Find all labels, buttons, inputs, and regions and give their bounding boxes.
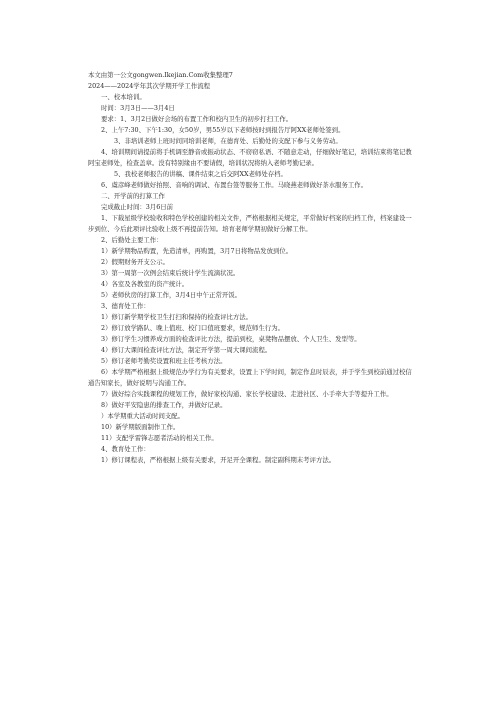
body-line: 完成截止时间：3月6日前	[101, 203, 174, 211]
body-line: 2、上午7:30、下午1:30，女50岁，男55岁以下老师按时到报告厅阿XX老师处签到。	[101, 126, 345, 134]
body-line: 3）第一周第一次例会结束后统计学生流滴状况。	[101, 269, 240, 277]
body-line: 2、后勤处主要工作：	[101, 236, 163, 244]
body-line: 要求：1、3月2日做好会场的布置工作和校内卫生的初步打扫工作。	[101, 115, 293, 123]
body-line: 3、德育处工作：	[101, 302, 150, 310]
body-line: 3）修订学生习惯养成方面的检查评比方法，提前到校，桌凳物品摆放、个人卫生、发型等。	[101, 335, 361, 343]
body-line: 一、校本培训。	[101, 93, 146, 101]
body-line: 5）老师伙房的打算工作，3月4日中午正常开饭。	[101, 291, 242, 299]
document-body	[88, 70, 414, 466]
body-line: 二、开学前的打算工作	[101, 192, 165, 200]
body-line: 2）修订放学路队、晚上值班、校门口值班要求，规范师生行为。	[101, 324, 285, 332]
body-line: 1）修订课程表，严格根据上级有关要求，开足开全课程。制定副科期末考评方法。	[101, 456, 336, 464]
body-line: 时间：3月3日——3月4日	[101, 104, 175, 112]
body-line: 7）做好综合实践课程的规划工作，做好家校沟通、家长学校建设、走进社区、小手牵大手等提升工作。	[101, 390, 393, 398]
body-line: 4、培训期间请提前将手机调至静音或振动状态、不窃窃私语、不随意走动，仔细做好笔记，培训结束将笔记教阿宝老师处，检查盖章。没有特别缘由不要请假，培训状况将纳入老师考勤记录。	[88, 148, 412, 167]
body-line: 1、下载星级学校验收和特色学校创建的相关文件，严格根据相关规定，平常做好档案的归档工作，档案建设一步到位、今后此项评比验收上级不再提前告知。培育老师学期初做好分解工作。	[88, 214, 412, 233]
body-line: 1）修订新学期学校卫生打扫和保持的检查评比方法。	[101, 313, 253, 321]
body-line: 10）新学期版面制作工作。	[101, 423, 180, 431]
body-line: 4）修订大课间检查评比方法，制定开学第一周大课间流程。	[101, 346, 272, 354]
document-title: 2024——2024学年其次学期开学工作流程	[88, 82, 210, 90]
body-line: ）本学期重大活动时间支配。	[101, 412, 185, 420]
body-line: 11）支配学雷锋志愿者活动的相关工作。	[101, 434, 218, 442]
source-note: 本文由第一公文gongwen.Ikejian.Com收集整理7	[88, 71, 233, 79]
body-line: 6、虞彦峰老师做好拍照、音响的调试、布置台签等服务工作。马晓燕老师做好茶水服务工作。	[101, 181, 368, 189]
body-line: 6）本学期严格根据上级规范办学行为有关要求，设置上下学时间，制定作息时辰表，并于学生到校前通过校信通告知家长，做好说明与沟通工作。	[88, 368, 412, 387]
body-line: 2）假期财务开支公示。	[101, 258, 169, 266]
body-line: 5、我校老师报告的讲稿、课件结束之后交阿XX老师处存档。	[114, 170, 287, 178]
body-line: 4、教育处工作：	[101, 445, 150, 453]
body-text	[88, 92, 414, 466]
body-line: 4）各室及各教室的资产统计。	[101, 280, 189, 288]
body-line: 1）新学期物品购置，先造清单，再购置，3月7日将物品发放到位。	[101, 247, 293, 255]
body-line: 3、非培训老师上班时间同培训老师，在德育处、后勤处的支配下参与义务劳动。	[114, 137, 342, 145]
body-line: 8）做好平安隐患的排查工作，并做好记录。	[101, 401, 227, 409]
body-line: 5）修订老师考勤奖设置和班主任考核方法。	[101, 357, 227, 365]
